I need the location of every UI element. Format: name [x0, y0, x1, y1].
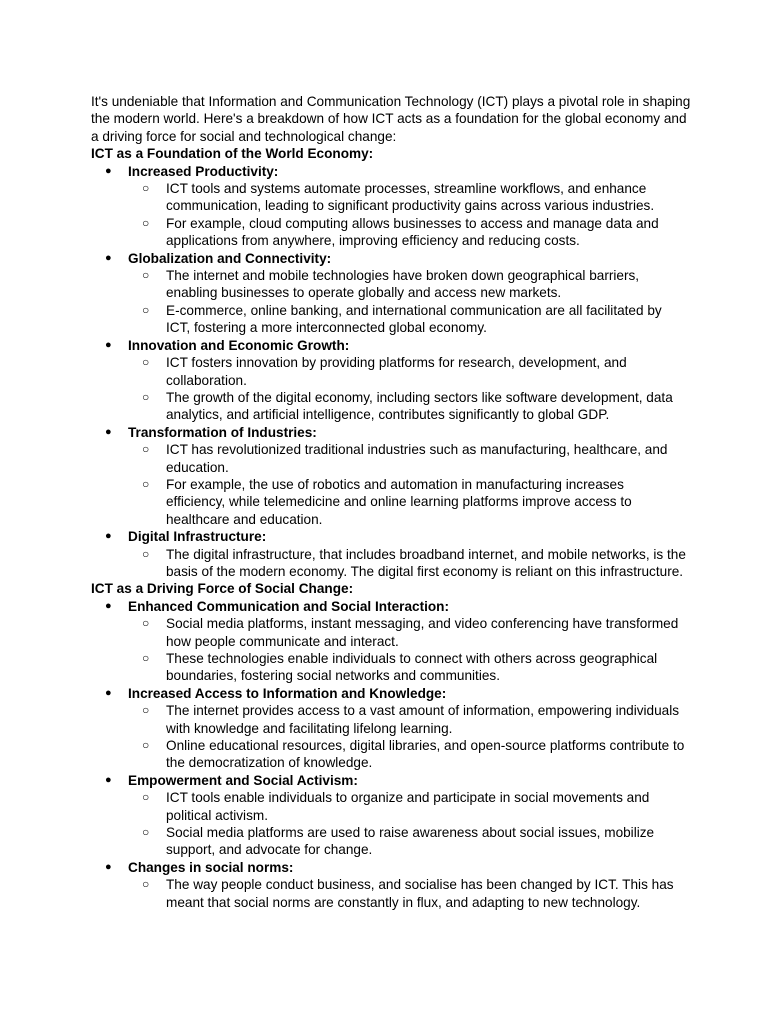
point-item: [128, 702, 686, 737]
section: [91, 580, 691, 911]
filled-bullet-icon: ●: [105, 530, 112, 543]
topic-list: [91, 163, 691, 581]
topic-title: Innovation and Economic Growth:: [128, 337, 350, 353]
hollow-bullet-icon: ○: [142, 546, 150, 561]
hollow-bullet-icon: ○: [142, 476, 150, 491]
point-item: [128, 354, 686, 389]
point-text: The growth of the digital economy, including sectors like software development, data analytics, and artificial intelligence, contributes significantly to global GDP.: [166, 389, 673, 423]
point-text: ICT tools enable individuals to organize and participate in social movements and political activism.: [166, 790, 650, 823]
point-item: [128, 441, 686, 476]
point-list: [128, 546, 691, 581]
point-item: [128, 546, 686, 581]
hollow-bullet-icon: ○: [142, 355, 150, 370]
point-item: [128, 389, 686, 424]
hollow-bullet-icon: ○: [142, 616, 150, 631]
topic-item: [91, 598, 691, 685]
filled-bullet-icon: ●: [105, 251, 112, 264]
point-item: [128, 650, 686, 685]
point-item: [128, 789, 686, 824]
topic-list: [91, 598, 691, 911]
point-item: [128, 615, 686, 650]
point-text: The way people conduct business, and socialise has been changed by ICT. This has meant that social norms are constantly in flux, and adapting to new technology.: [166, 877, 674, 910]
topic-title: Globalization and Connectivity:: [128, 250, 332, 266]
point-text: ICT tools and systems automate processes, streamline workflows, and enhance communication, leading to significant productivity gains across various industries.: [166, 181, 655, 214]
topic-item: [91, 685, 691, 772]
topic-item: [91, 163, 691, 250]
point-list: [128, 354, 691, 424]
point-text: E-commerce, online banking, and international communication are all facilitated by ICT, fostering a more interconnected global economy.: [166, 302, 662, 336]
filled-bullet-icon: ●: [105, 338, 112, 351]
section-heading: ICT as a Foundation of the World Economy:: [91, 146, 374, 162]
topic-title: Increased Access to Information and Knowledge:: [128, 685, 447, 701]
document-page: [91, 93, 691, 911]
hollow-bullet-icon: ○: [142, 389, 150, 404]
point-list: [128, 615, 691, 685]
point-list: [128, 441, 691, 528]
point-text: The internet provides access to a vast amount of information, empowering individuals with knowledge and facilitating lifelong learning.: [166, 703, 680, 736]
point-text: ICT fosters innovation by providing platforms for research, development, and collaboration.: [166, 355, 627, 388]
point-list: [128, 789, 691, 859]
filled-bullet-icon: ●: [105, 599, 112, 612]
hollow-bullet-icon: ○: [142, 703, 150, 718]
hollow-bullet-icon: ○: [142, 790, 150, 805]
point-item: [128, 876, 686, 911]
point-text: ICT has revolutionized traditional industries such as manufacturing, healthcare, and education.: [166, 442, 668, 475]
hollow-bullet-icon: ○: [142, 215, 150, 230]
topic-item: [91, 528, 691, 580]
point-item: [128, 215, 686, 250]
topic-title: Digital Infrastructure:: [128, 529, 267, 545]
point-text: Social media platforms are used to raise awareness about social issues, mobilize support, and advocate for change.: [166, 825, 655, 858]
filled-bullet-icon: ●: [105, 686, 112, 699]
topic-title: Changes in social norms:: [128, 859, 294, 875]
point-list: [128, 702, 691, 772]
section-heading: ICT as a Driving Force of Social Change:: [91, 581, 354, 597]
filled-bullet-icon: ●: [105, 425, 112, 438]
point-item: [128, 302, 686, 337]
topic-item: [91, 859, 691, 911]
point-list: [128, 267, 691, 337]
section: [91, 145, 691, 580]
hollow-bullet-icon: ○: [142, 442, 150, 457]
hollow-bullet-icon: ○: [142, 825, 150, 840]
point-text: The internet and mobile technologies have broken down geographical barriers, enabling businesses to operate globally and access new markets.: [166, 268, 640, 301]
hollow-bullet-icon: ○: [142, 302, 150, 317]
filled-bullet-icon: ●: [105, 860, 112, 873]
point-text: For example, the use of robotics and automation in manufacturing increases efficiency, while telemedicine and online learning platforms improve access to healthcare and education.: [166, 476, 632, 527]
filled-bullet-icon: ●: [105, 773, 112, 786]
point-item: [128, 180, 686, 215]
topic-title: Empowerment and Social Activism:: [128, 772, 358, 788]
topic-item: [91, 337, 691, 424]
intro-paragraph: It's undeniable that Information and Communication Technology (ICT) plays a pivotal role in shaping the modern world. Here's a breakdown of how ICT acts as a foundation for the global economy and a driving force for social and technological change:: [91, 94, 691, 144]
point-text: For example, cloud computing allows businesses to access and manage data and applications from anywhere, improving efficiency and reducing costs.: [166, 215, 659, 249]
point-list: [128, 876, 691, 911]
point-text: The digital infrastructure, that includes broadband internet, and mobile networks, is the basis of the modern economy. The digital first economy is reliant on this infrastructure.: [166, 546, 686, 579]
hollow-bullet-icon: ○: [142, 877, 150, 892]
topic-item: [91, 250, 691, 337]
point-item: [128, 476, 686, 528]
topic-item: [91, 424, 691, 528]
document-sections: [91, 145, 691, 911]
point-item: [128, 267, 686, 302]
point-item: [128, 824, 686, 859]
hollow-bullet-icon: ○: [142, 651, 150, 665]
filled-bullet-icon: ●: [105, 164, 112, 177]
topic-title: Transformation of Industries:: [128, 424, 317, 440]
hollow-bullet-icon: ○: [142, 181, 150, 196]
point-text: Social media platforms, instant messaging, and video conferencing have transformed how people communicate and interact.: [166, 616, 679, 649]
hollow-bullet-icon: ○: [142, 738, 150, 753]
topic-item: [91, 772, 691, 859]
point-list: [128, 180, 691, 250]
point-item: [128, 737, 686, 772]
topic-title: Enhanced Communication and Social Interaction:: [128, 598, 450, 614]
point-text: Online educational resources, digital libraries, and open-source platforms contribute to the democratization of knowledge.: [166, 738, 685, 771]
topic-title: Increased Productivity:: [128, 163, 279, 179]
hollow-bullet-icon: ○: [142, 268, 150, 283]
point-text: These technologies enable individuals to connect with others across geographical boundaries, fostering social networks and communities.: [166, 651, 658, 684]
